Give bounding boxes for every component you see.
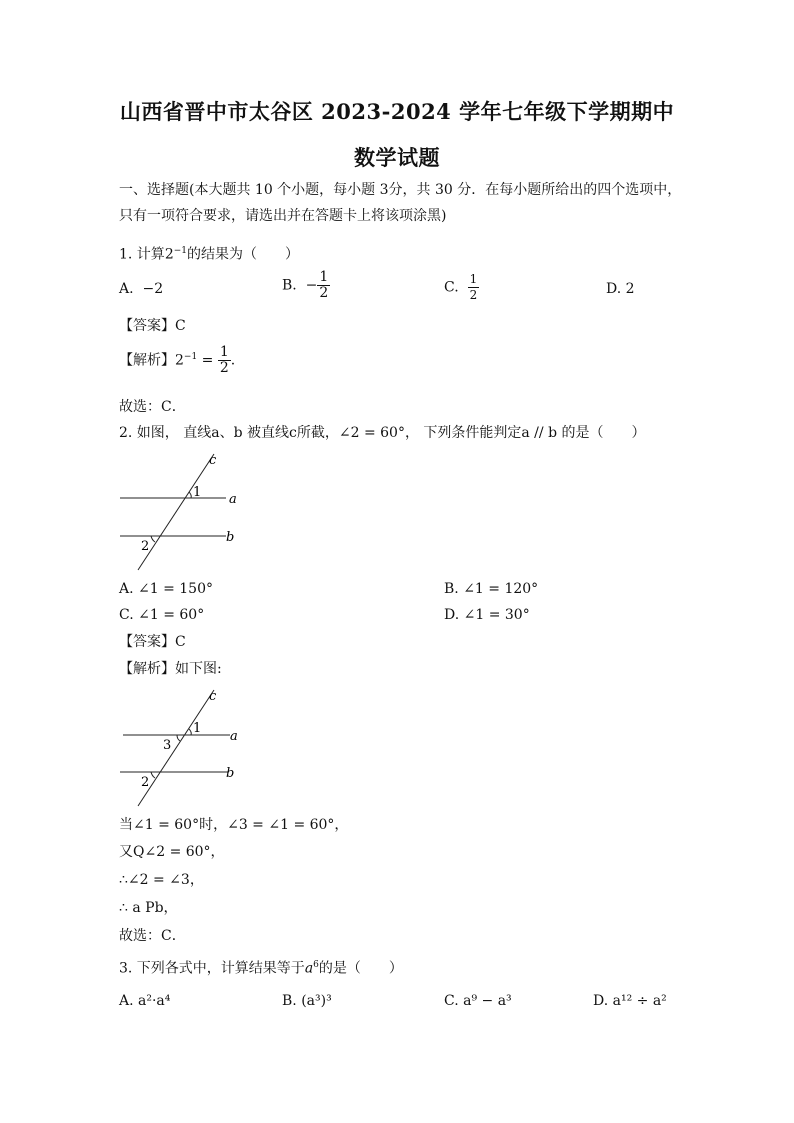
page-title: 山西省晋中市太谷区 2023-2024 学年七年级下学期期中	[119, 99, 675, 124]
angle3-arc	[177, 735, 180, 741]
angle1-arc	[189, 729, 191, 735]
label-2: 2	[141, 539, 150, 554]
q2-step2: 又Q∠2 = 60°，	[119, 844, 225, 860]
angle2-arc	[151, 772, 155, 778]
q2-stem: 2. 如图， 直线a、b 被直线c所截，∠2 = 60°， 下列条件能判定a // b 的是（ ）	[119, 425, 646, 441]
label-1: 1	[193, 485, 202, 500]
q2-option-d: D. ∠1 = 30°	[444, 607, 530, 623]
angle1-arc	[189, 492, 191, 498]
q1-stem: 1. 计算$2^{-1}$的结果为（ ）	[119, 246, 300, 263]
section-heading-line1: 一、选择题(本大题共 10 个小题，每小题 3分，共 30 分．在每小题所给出的四个选项中，	[119, 182, 682, 198]
q2-figure	[118, 450, 258, 574]
q2-option-c: C. ∠1 = 60°	[119, 607, 205, 623]
label-c: c	[209, 453, 217, 468]
q1-option-d: D. 2	[606, 281, 635, 297]
q1-option-a: A. −2	[119, 281, 164, 297]
q1-option-b: B. − $\frac{1}{2}$	[282, 269, 329, 301]
label-a: a	[230, 729, 238, 744]
line-c	[138, 690, 214, 806]
label-b: b	[226, 766, 235, 781]
label-2: 2	[141, 775, 150, 790]
q3-option-a: A. a²·a⁴	[119, 993, 171, 1009]
line-c	[138, 454, 214, 570]
q2-step1: 当∠1 = 60°时，∠3 = ∠1 = 60°，	[119, 817, 349, 833]
angle2-arc	[151, 536, 155, 542]
label-3: 3	[163, 738, 172, 753]
q2-step4: ∴ a Pb，	[119, 900, 178, 916]
q2-analysis-figure	[118, 686, 258, 810]
q1-analysis: 【解析】$2^{-1}$ = $\frac{1}{2}$ .	[119, 344, 236, 376]
label-c: c	[209, 689, 217, 704]
q1-answer: 【答案】C	[119, 318, 186, 334]
q1-conclusion: 故选：C．	[119, 399, 186, 415]
label-1: 1	[193, 721, 202, 736]
q3-stem: 3. 下列各式中，计算结果等于$a^6$的是（ ）	[119, 960, 403, 977]
q2-conclusion: 故选：C．	[119, 928, 186, 944]
q3-option-d: D. a¹² ÷ a²	[593, 993, 667, 1009]
page-subtitle: 数学试题	[354, 145, 440, 170]
section-heading-line2: 只有一项符合要求，请选出并在答题卡上将该项涂黑)	[119, 208, 447, 224]
label-a: a	[229, 492, 237, 507]
q3-option-c: C. a⁹ − a³	[444, 993, 512, 1009]
label-b: b	[226, 530, 235, 545]
q2-option-a: A. ∠1 = 150°	[119, 581, 214, 597]
q2-analysis: 【解析】如下图:	[119, 661, 222, 677]
q3-option-b: B. (a³)³	[282, 993, 332, 1009]
q1-option-c: C. $\frac{1}{2}$	[444, 272, 478, 302]
q2-answer: 【答案】C	[119, 634, 186, 650]
q2-step3: ∴∠2 = ∠3，	[119, 872, 204, 888]
q2-option-b: B. ∠1 = 120°	[444, 581, 539, 597]
